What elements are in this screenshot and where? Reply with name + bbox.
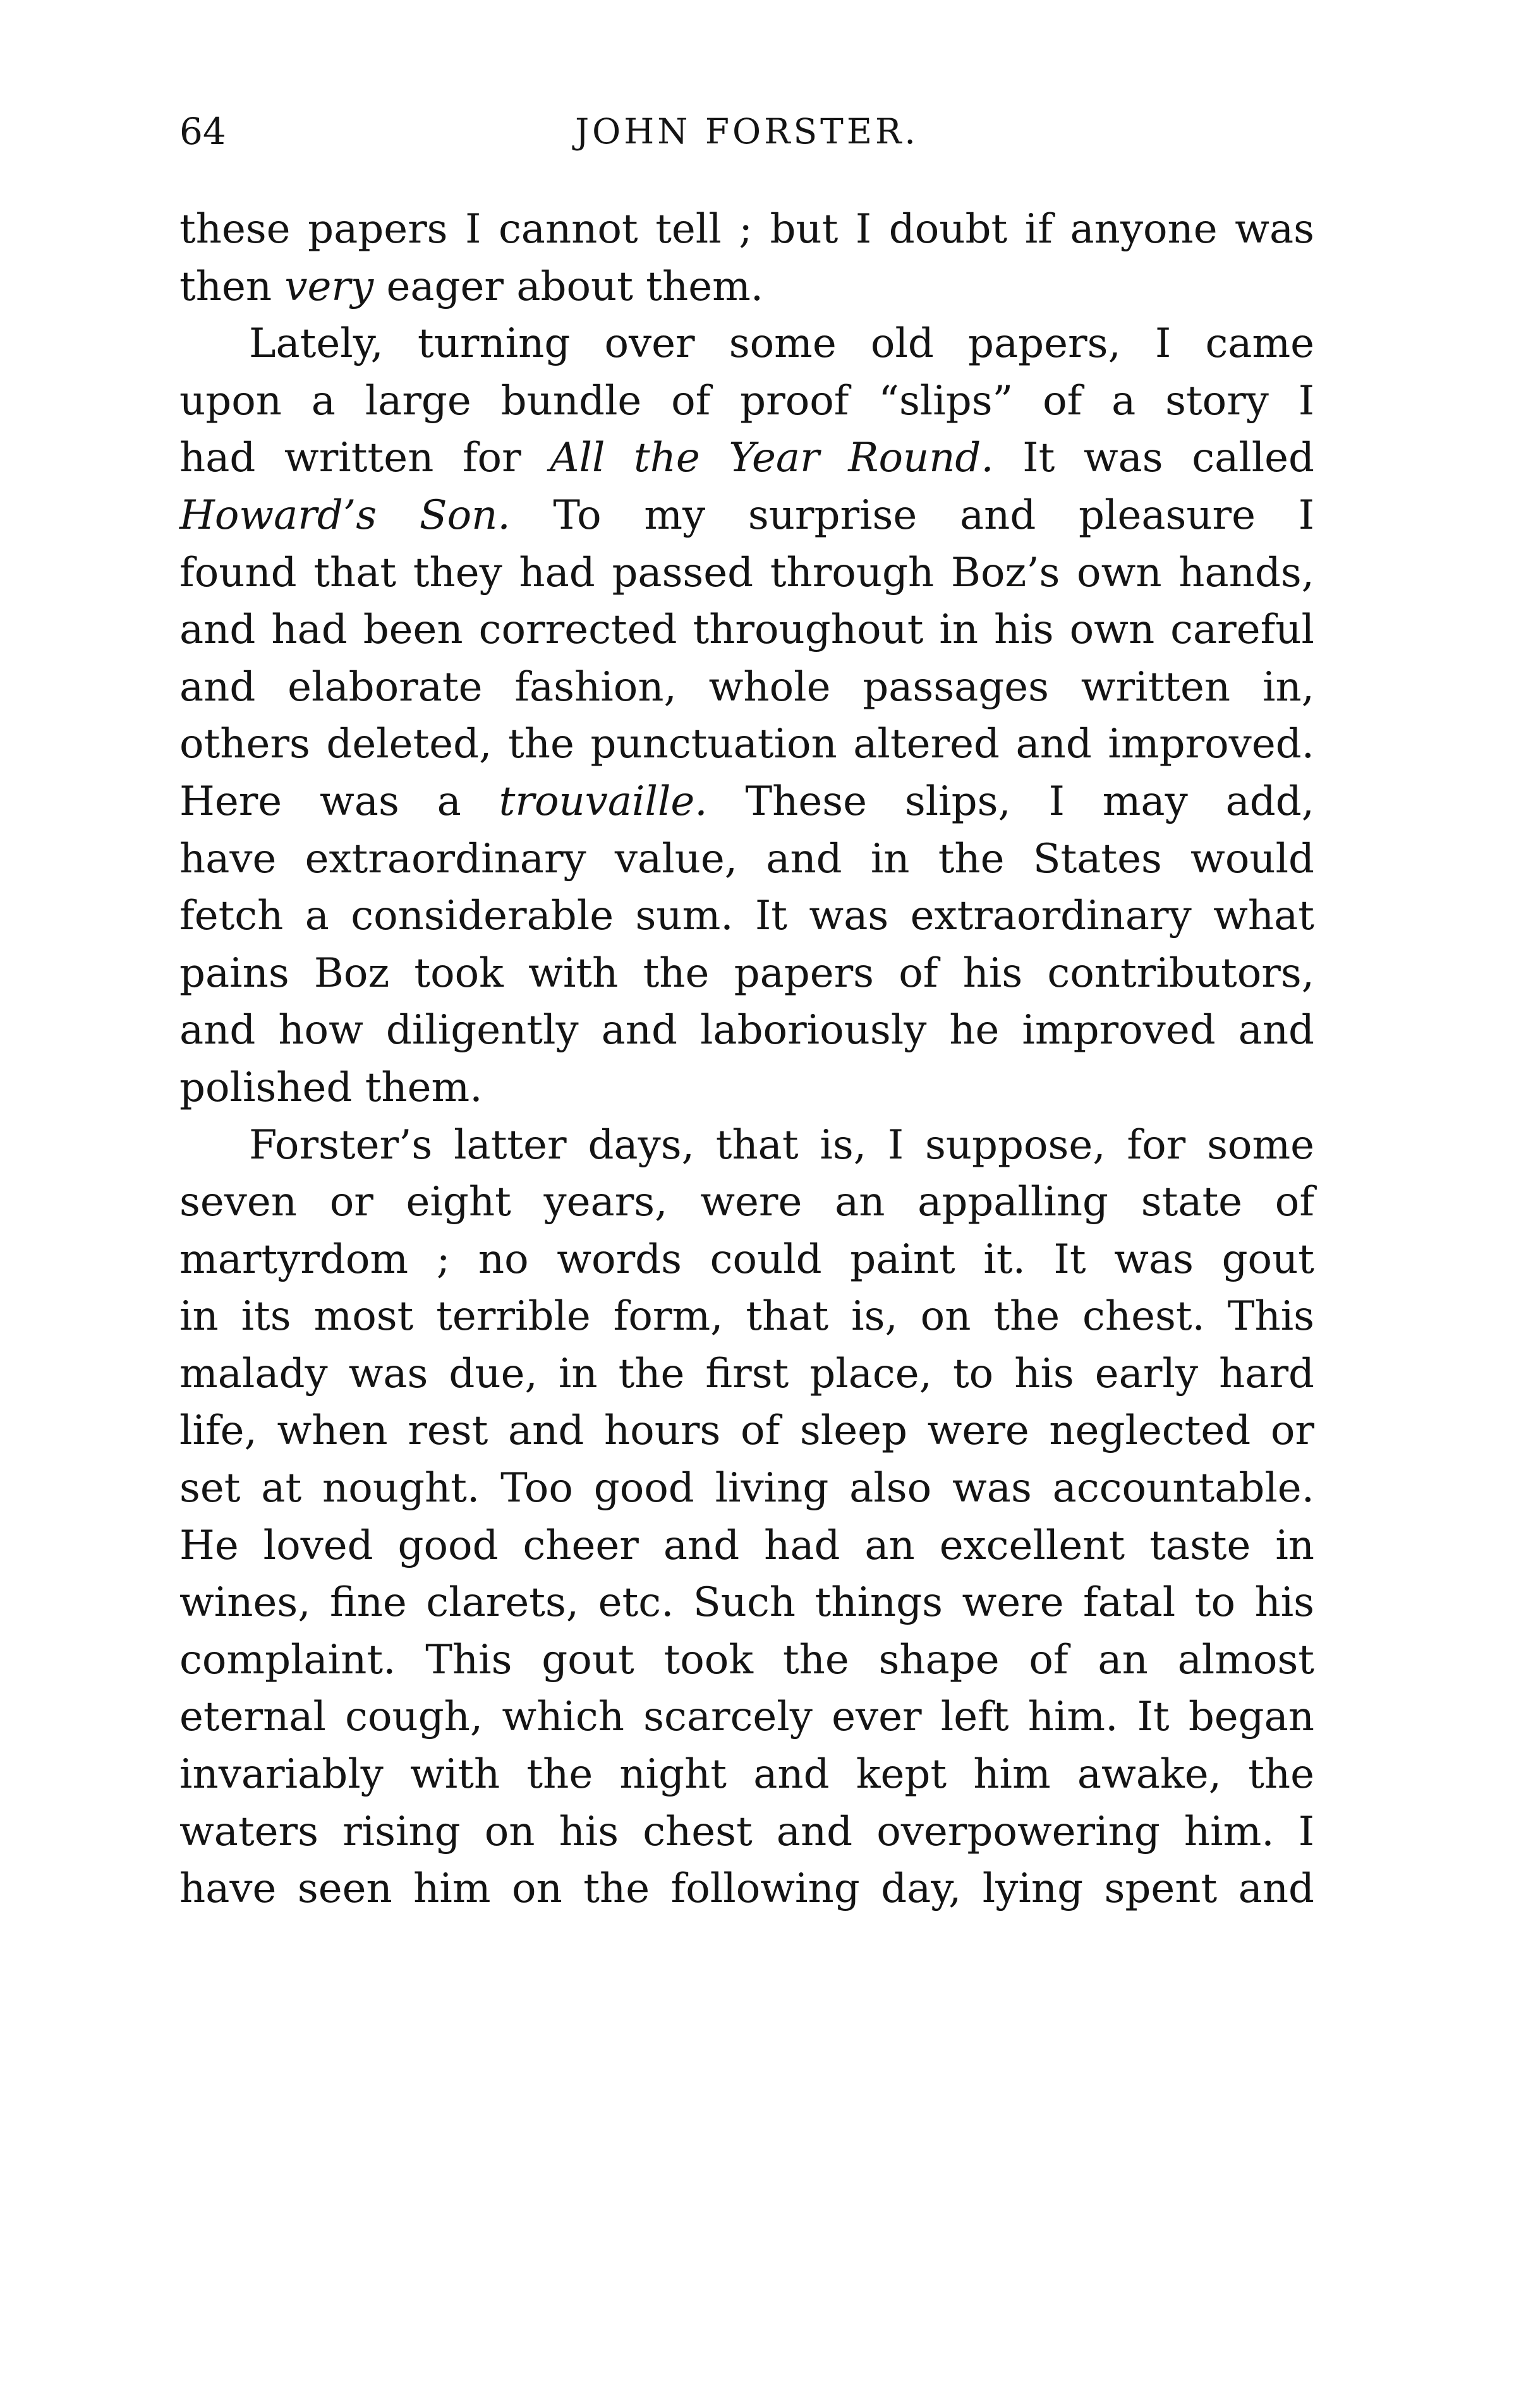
text-segment: polished them.: [179, 1064, 483, 1111]
text-line: [179, 1574, 1314, 1632]
text-line: [179, 888, 1314, 945]
text-line: [179, 1632, 1314, 1689]
text-line: [179, 1746, 1314, 1803]
text-segment: pains Boz took with the papers of his contributors,: [179, 949, 1314, 997]
running-head: [179, 106, 1314, 157]
text-segment: upon a large bundle of proof “slips” of a story I: [179, 377, 1314, 424]
text-segment: set at nought. Too good living also was accountable.: [179, 1465, 1314, 1512]
text-segment: Lately, turning over some old papers, I came: [249, 320, 1314, 368]
text-segment: have extraordinary value, and in the States would: [179, 835, 1314, 882]
text-segment: found that they had passed through Boz’s own hands,: [179, 549, 1314, 596]
body-text: [179, 201, 1314, 1918]
text-line: [179, 1345, 1314, 1403]
text-segment: had written for: [179, 435, 550, 482]
italic-text: trouvaille.: [499, 778, 708, 825]
text-segment: eternal cough, which scarcely ever left him. It began: [179, 1694, 1314, 1741]
text-line: [179, 1517, 1314, 1575]
text-segment: these papers I cannot tell ; but I doubt if anyone was: [179, 206, 1314, 253]
text-segment: life, when rest and hours of sleep were neglected or: [179, 1407, 1314, 1455]
text-segment: and had been corrected throughout in his own careful: [179, 606, 1314, 654]
text-segment: malady was due, in the first place, to his early hard: [179, 1350, 1314, 1397]
text-line: [179, 258, 1314, 316]
text-segment: and elaborate fashion, whole passages written in,: [179, 663, 1314, 711]
text-line: [179, 659, 1314, 716]
text-segment: others deleted, the punctuation altered and improved.: [179, 721, 1314, 768]
text-line: [179, 1402, 1314, 1460]
running-title: JOHN FORSTER.: [575, 111, 919, 152]
text-line: [179, 1059, 1314, 1117]
text-segment: complaint. This gout took the shape of an almost: [179, 1636, 1314, 1683]
text-line: [179, 201, 1314, 258]
text-line: [179, 1174, 1314, 1231]
page-number: 64: [179, 110, 226, 153]
text-segment: have seen him on the following day, lying spent and: [179, 1865, 1314, 1913]
text-segment: He loved good cheer and had an excellent taste in: [179, 1522, 1314, 1569]
text-segment: martyrdom ; no words could paint it. It was gout: [179, 1236, 1314, 1283]
text-line: [179, 1117, 1314, 1174]
text-line: [179, 1231, 1314, 1289]
text-segment: in its most terrible form, that is, on the chest. This: [179, 1293, 1314, 1340]
text-line: [179, 373, 1314, 430]
text-segment: wines, fine clarets, etc. Such things were fatal to his: [179, 1579, 1314, 1627]
italic-text: very: [284, 263, 374, 310]
italic-text: All the Year Round.: [550, 435, 994, 482]
text-segment: and how diligently and laboriously he improved and: [179, 1007, 1314, 1054]
text-line: [179, 1002, 1314, 1059]
text-line: [179, 1288, 1314, 1345]
text-segment: fetch a considerable sum. It was extraordinary what: [179, 893, 1314, 940]
text-line: [179, 716, 1314, 773]
text-line: [179, 1460, 1314, 1517]
text-line: [179, 430, 1314, 487]
text-segment: Here was a: [179, 778, 499, 825]
text-segment: Forster’s latter days, that is, I suppose, for some: [249, 1121, 1314, 1169]
text-line: [179, 601, 1314, 659]
text-segment: then: [179, 263, 285, 310]
italic-text: Howard’s Son.: [179, 491, 511, 539]
text-segment: seven or eight years, were an appalling state of: [179, 1179, 1314, 1226]
text-segment: invariably with the night and kept him awake, the: [179, 1751, 1314, 1798]
text-segment: These slips, I may add,: [707, 778, 1314, 825]
text-line: [179, 945, 1314, 1002]
text-segment: waters rising on his chest and overpowering him. I: [179, 1808, 1314, 1855]
text-line: [179, 1689, 1314, 1746]
text-segment: It was called: [993, 435, 1315, 482]
text-line: [179, 545, 1314, 602]
text-line: [179, 315, 1314, 373]
text-segment: eager about them.: [373, 263, 764, 310]
text-line: [179, 831, 1314, 888]
text-line: [179, 487, 1314, 545]
text-segment: To my surprise and pleasure I: [510, 491, 1315, 539]
text-line: [179, 1860, 1314, 1918]
text-line: [179, 773, 1314, 831]
text-line: [179, 1803, 1314, 1861]
